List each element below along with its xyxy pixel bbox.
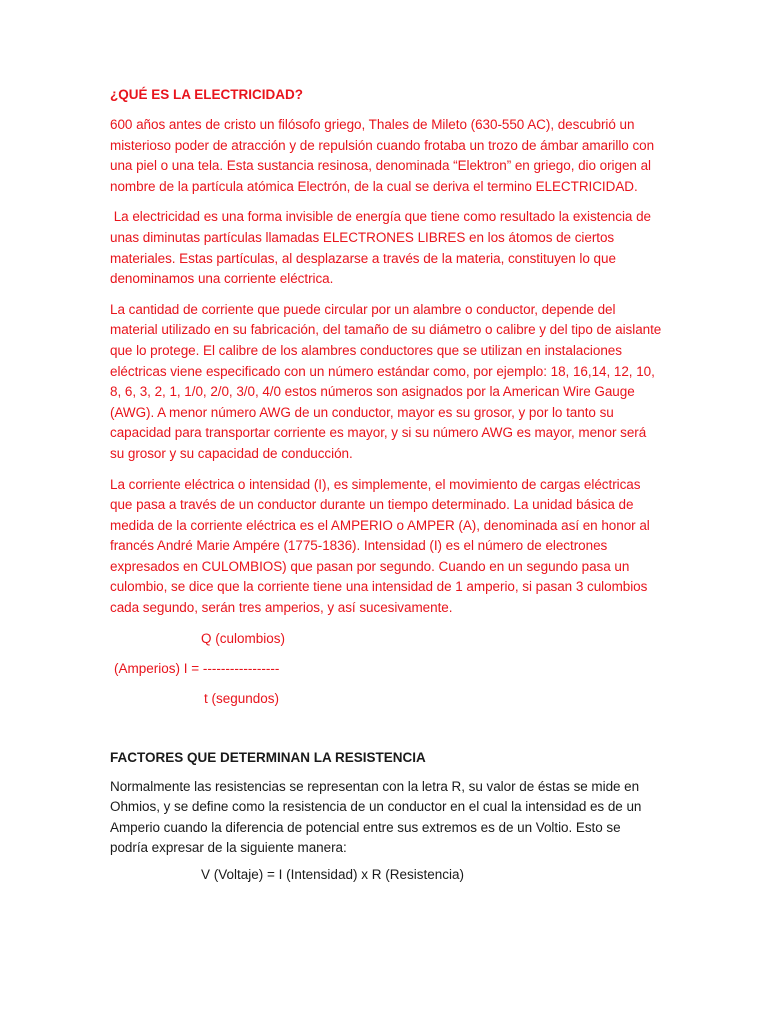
formula-denominator: t (segundos): [204, 690, 280, 706]
page-title: ¿QUÉ ES LA ELECTRICIDAD?: [110, 87, 304, 102]
section-title-resistance: FACTORES QUE DETERMINAN LA RESISTENCIA: [110, 749, 426, 765]
formula-numerator: Q (culombios): [201, 630, 286, 646]
document-content: [110, 85, 662, 885]
paragraph-awg: La cantidad de corriente que puede circular por un alambre o conductor, depende del material utilizado en su fabricación, del tamaño de su diámetro o calibre y del tipo de aislante que lo protege. El calibre de los alambres conductores que se utilizan en instalaciones eléctricas viene especificado con un número estándar como, por ejemplo: 18, 16,14, 12, 10, 8, 6, 3, 2, 1, 1/0, 2/0, 3/0, 4/0 estos números son asignados por la American Wire Gauge (AWG). A menor número AWG de un conductor, mayor es su grosor, y por lo tanto su capacidad para transportar corriente es mayor, y si su número AWG es mayor, menor será su grosor y su capacidad de conducción.: [110, 301, 662, 461]
paragraph-thales: 600 años antes de cristo un filósofo griego, Thales de Mileto (630-550 AC), descubrió un misterioso poder de atracción y de repulsión cuando frotaba un trozo de ámbar amarillo con una piel o una tela. Esta sustancia resinosa, denominada “Elektron” en griego, dio origen al nombre de la partícula atómica Electrón, de la cual se deriva el termino ELECTRICIDAD.: [110, 117, 655, 194]
paragraph-electricity-definition: La electricidad es una forma invisible de energía que tiene como resultado la existencia de unas diminutas partículas llamadas ELECTRONES LIBRES en los átomos de ciertos materiales. Estas partículas, al desplazarse a través de la materia, constituyen lo que denominamos una corriente eléctrica.: [110, 209, 655, 287]
paragraph-resistance: Normalmente las resistencias se representan con la letra R, su valor de éstas se mide en Ohmios, y se define como la resistencia de un conductor en el cual la intensidad es de un Amperio cuando la diferencia de potencial entre sus extremos es de un Voltio. Esto se podría expresar de la siguiente manera:: [110, 778, 642, 856]
paragraph-current: La corriente eléctrica o intensidad (I), es simplemente, el movimiento de cargas eléctricas que pasa a través de un conductor durante un tiempo determinado. La unidad básica de medida de la corriente eléctrica es el AMPERIO o AMPER (A), denominada así en honor al francés André Marie Ampére (1775-1836). Intensidad (I) es el número de electrones expresados en CULOMBIOS) que pasan por segundo. Cuando en un segundo pasa un culombio, se dice que la corriente tiene una intensidad de 1 amperio, si pasan 3 culombios cada segundo, serán tres amperios, y así sucesivamente.: [110, 476, 650, 616]
formula-ohms-law: V (Voltaje) = I (Intensidad) x R (Resistencia): [201, 867, 464, 883]
formula-middle: (Amperios) I = -----------------: [114, 660, 280, 676]
